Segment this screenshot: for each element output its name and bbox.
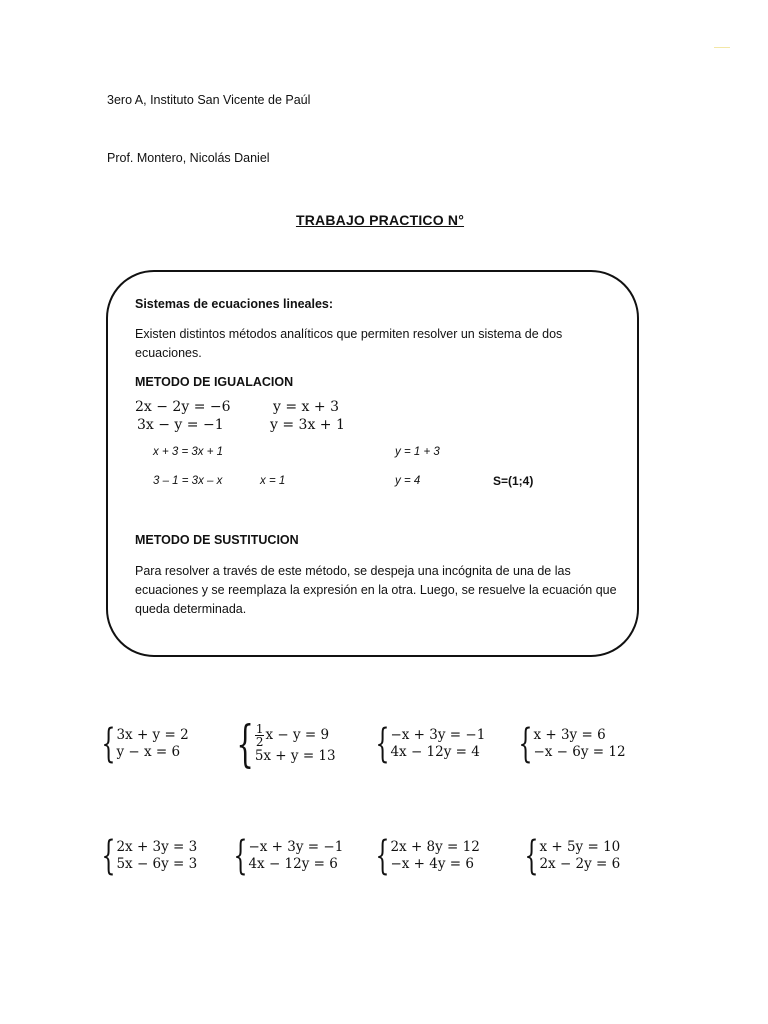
method2-line-3: queda determinada. [135,602,247,616]
exercise-system-2 [222,715,336,773]
system-eq-1: 2x − 2y = −6 [135,399,231,415]
exercise-1-eq-1: 3x + y = 2 [116,727,189,743]
step-4: y = 1 + 3 [395,446,440,458]
exercise-7-eq-1: 2x + 8y = 12 [390,839,480,855]
exercise-5-eq-2: 5x − 6y = 3 [116,856,198,872]
system-eq-2: 3x − y = −1 [137,417,224,433]
brace: { [524,833,539,879]
method2-line-1: Para resolver a través de este método, se despeja una incógnita de una de las [135,564,571,578]
exercise-system-4 [507,721,626,767]
exercise-6-eq-2: 4x − 12y = 6 [248,856,338,872]
solved-eq-1: y = x + 3 [273,399,339,415]
brace: { [236,715,254,773]
exercise-4-eq-1: x + 3y = 6 [533,727,606,743]
fraction-numerator: 1 [255,722,264,736]
section-title: Sistemas de ecuaciones lineales: [135,297,334,311]
exercise-8-eq-1: x + 5y = 10 [539,839,621,855]
brace: { [101,721,116,767]
exercise-2-eq-2: 5x + y = 13 [254,748,336,764]
teacher-line: Prof. Montero, Nicolás Daniel [107,151,270,165]
solution: S=(1;4) [493,474,534,488]
method2-line-2: ecuaciones y se reemplaza la expresión en la otra. Luego, se resuelve la ecuación que [135,583,617,597]
brace: { [375,721,390,767]
step-1: x + 3 = 3x + 1 [153,446,224,458]
method1-title: METODO DE IGUALACION [135,375,294,389]
step-5: y = 4 [395,475,421,487]
fraction [255,723,265,748]
exercise-system-1 [90,721,189,767]
fraction-denominator: 2 [255,735,264,749]
exercise-6-eq-1: −x + 3y = −1 [248,839,344,855]
exercise-system-8 [513,833,621,879]
intro-line-2: ecuaciones. [135,346,202,360]
exercise-8-eq-2: 2x − 2y = 6 [539,856,621,872]
solved-eq-2: y = 3x + 1 [270,417,345,433]
exercise-5-eq-1: 2x + 3y = 3 [116,839,198,855]
exercise-3-eq-1: −x + 3y = −1 [390,727,486,743]
intro-line-1: Existen distintos métodos analíticos que permiten resolver un sistema de dos [135,327,563,341]
exercise-3-eq-2: 4x − 12y = 4 [390,744,480,760]
school-line: 3ero A, Instituto San Vicente de Paúl [107,93,311,107]
brace: { [233,833,248,879]
method2-title: METODO DE SUSTITUCION [135,533,299,547]
brace: { [101,833,116,879]
exercise-2-eq-1: x − y = 9 [265,727,330,743]
step-3: x = 1 [260,475,286,487]
exercise-7-eq-2: −x + 4y = 6 [390,856,474,872]
exercise-system-3 [364,721,486,767]
exercise-4-eq-2: −x − 6y = 12 [533,744,626,760]
step-2: 3 – 1 = 3x – x [153,475,223,487]
exercise-1-eq-2: y − x = 6 [116,744,181,760]
corner-mark [714,47,730,48]
page-title: TRABAJO PRACTICO N° [295,212,465,228]
exercise-system-6 [222,833,344,879]
brace: { [518,721,533,767]
brace: { [375,833,390,879]
exercise-system-7 [364,833,480,879]
exercise-system-5 [90,833,198,879]
